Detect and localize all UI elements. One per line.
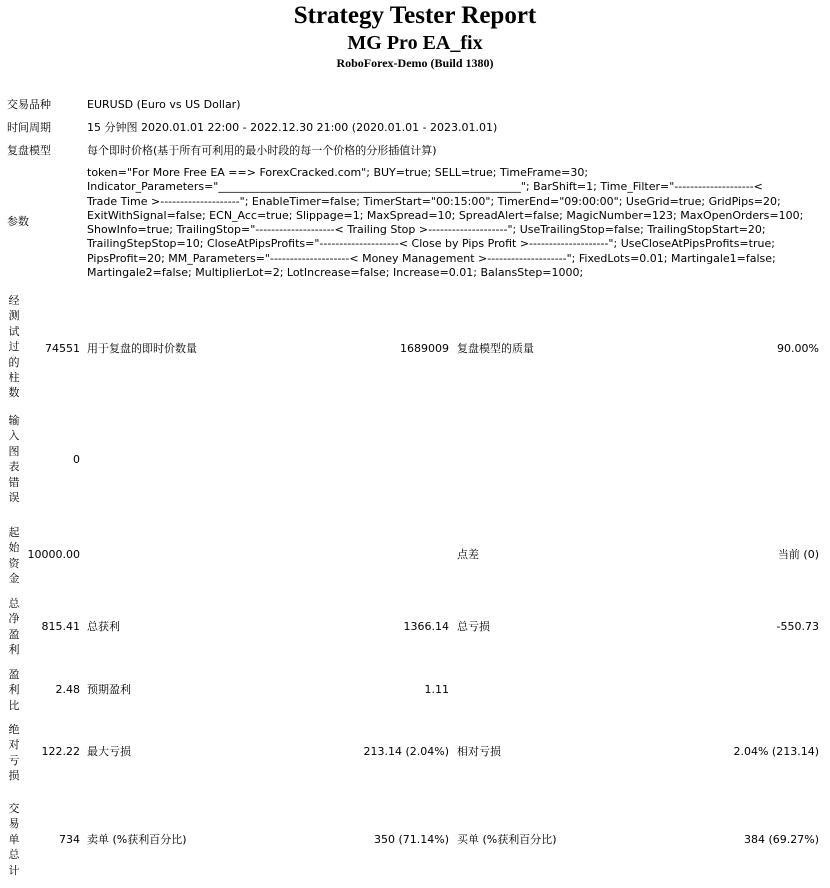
params-line: Martingale2=false; MultiplierLot=2; LotIncrease=false; Increase=0.01; BalansStep=1000; [87,266,584,280]
model-label: 复盘模型 [7,144,51,157]
ticks-value: 1689009 [400,342,449,355]
ea-name: MG Pro EA_fix [347,32,483,54]
params-line: PipsProfit=20; MM_Parameters="--------------------< Money Management >--------------------"; FixedLots=0.01; Martingale1=false; [87,251,776,265]
params-line: TrailingStepStop=10; CloseAtPipsProfits="--------------------< Close by Pips Profit >--------------------"; UseCloseAtPipsProfits=true; [87,237,775,251]
max-drawdown-label: 最大亏损 [87,745,131,758]
params-line: ShowInfo=true; TrailingStop="--------------------< Trailing Stop >--------------------"; UseTrailingStop=false; TrailingStopStart=20; [87,223,766,237]
long-positions-label: 买单 (%获利百分比) [457,833,557,846]
report-title: Strategy Tester Report [293,2,537,29]
rel-drawdown-value: 2.04% (213.14) [733,745,819,758]
long-positions-value: 384 (69.27%) [743,833,819,846]
server-build: RoboForex-Demo (Build 1380) [336,56,494,70]
period-label: 时间周期 [7,121,51,134]
symbol-label: 交易品种 [7,98,51,111]
period-value: 15 分钟图 2020.01.01 22:00 - 2022.12.30 21:00 (2020.01.01 - 2023.01.01) [87,121,498,134]
model-value: 每个即时价格(基于所有可利用的最小时段的每一个价格的分形插值计算) [87,144,437,157]
errors-value: 0 [73,453,80,466]
symbol-value: EURUSD (Euro vs US Dollar) [87,98,241,111]
gross-loss-label: 总亏损 [457,620,490,633]
gross-profit-value: 1366.14 [403,620,449,633]
params-value [87,166,822,280]
params-line: token="For More Free EA ==> ForexCracked.com"; BUY=true; SELL=true; TimeFrame=30; [87,166,589,179]
params-line: Indicator_Parameters="_______________________________________________________"; BarShift=1; Time_Filter="--------------------< [87,180,763,194]
abs-drawdown-value: 122.22 [41,745,80,758]
net-profit-label: 总净盈利 [8,597,20,657]
total-trades-label: 交易单总计 [8,802,20,877]
deposit-label: 起始资金 [8,526,20,586]
total-trades-value: 734 [59,833,80,846]
quality-label: 复盘模型的质量 [457,342,534,355]
rel-drawdown-label: 相对亏损 [457,745,501,758]
gross-loss-value: -550.73 [776,620,819,633]
profit-factor-label: 盈利比 [8,668,20,712]
ticks-label: 用于复盘的即时价数量 [87,342,197,355]
spread-label: 点差 [457,548,479,561]
short-positions-value: 350 (71.14%) [373,833,449,846]
expected-payoff-label: 预期盈利 [87,683,131,696]
params-line: Trade Time >--------------------"; EnableTimer=false; TimerStart="00:15:00"; TimerEnd="09:00:00"; UseGrid=true; GridPips=20; [87,194,781,208]
gross-profit-label: 总获利 [87,620,120,633]
params-label: 参数 [7,215,29,228]
expected-payoff-value: 1.11 [424,683,449,696]
params-line: ExitWithSignal=false; ECN_Acc=true; Slippage=1; MaxSpread=10; SpreadAlert=false; MagicNumber=123; MaxOpenOrders=100; [87,208,804,222]
profit-factor-value: 2.48 [55,683,80,696]
spread-value: 当前 (0) [777,548,819,561]
abs-drawdown-label: 绝对亏损 [8,723,20,783]
bars-value: 74551 [45,342,80,355]
short-positions-label: 卖单 (%获利百分比) [87,833,187,846]
max-drawdown-value: 213.14 (2.04%) [363,745,449,758]
bars-label: 经测试过的柱数 [8,294,20,400]
deposit-value: 10000.00 [27,548,80,561]
errors-label: 输入图表错误 [8,414,20,505]
net-profit-value: 815.41 [41,620,80,633]
quality-value: 90.00% [777,342,819,355]
